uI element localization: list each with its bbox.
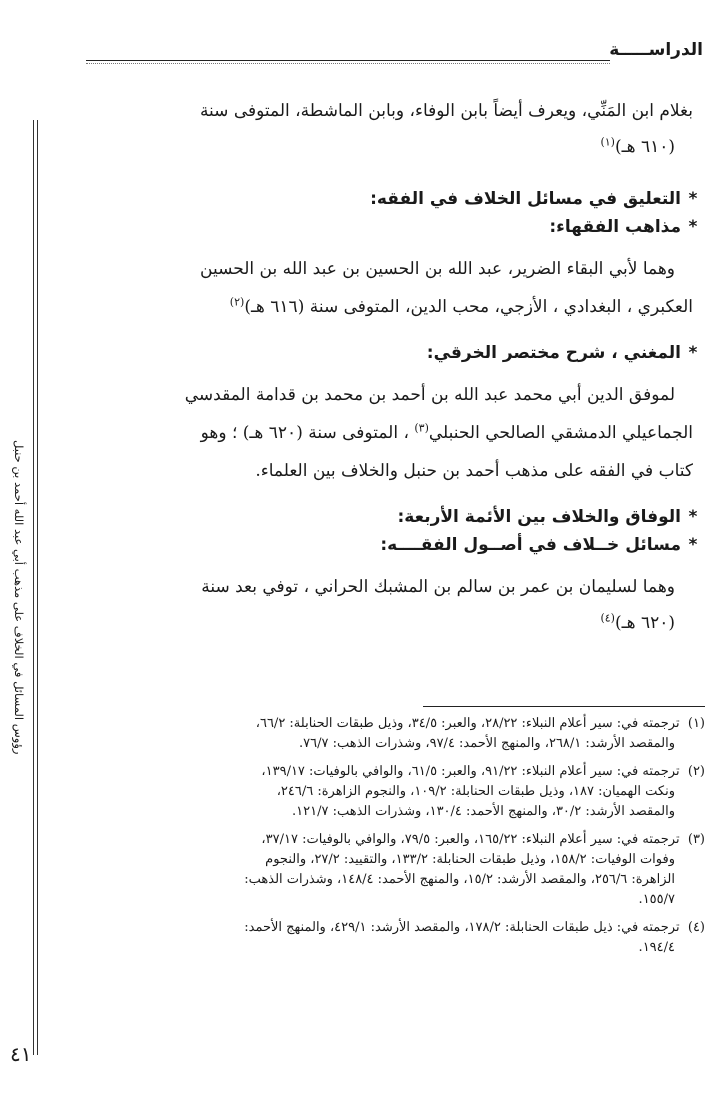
heading-ta-liq: *التعليق في مسائل الخلاف في الفقه: xyxy=(370,189,698,209)
footnote-line: والمقصد الأرشد: ٢٦٨/١، والمنهج الأحمد: ٩٧/٤، وشذرات الذهب: ٧٦/٧. xyxy=(299,736,675,751)
paragraph-line: لموفق الدين أبي محمد عبد الله بن أحمد بن محمد بن قدامة المقدسي xyxy=(184,385,675,405)
footnote-number: (٢) xyxy=(687,764,705,779)
footnote-number: (١) xyxy=(687,716,705,731)
paragraph-1 xyxy=(90,100,705,158)
footnote-ref: (٣) xyxy=(414,421,429,435)
footnote-line: وفوات الوفيات: ١٥٨/٢، وذيل طبقات الحنابلة: ١٣٣/٢، والتقييد: ٢٧/٢، والنجوم xyxy=(265,852,675,867)
paragraph-line: العكبري ، البغدادي ، الأزجي، محب الدين، المتوفى سنة (٦١٦ هـ)$^{(٢)}$ xyxy=(229,295,693,317)
paragraph-line: كتاب في الفقه على مذهب أحمد بن حنبل والخلاف بين العلماء. xyxy=(255,461,693,481)
footnote-line: (١) ترجمته في: سير أعلام النبلاء: ٢٨/٢٢، والعبر: ٣٤/٥، وذيل طبقات الحنابلة: ٦٦/٢، xyxy=(255,716,705,731)
footnote-4 xyxy=(85,918,705,958)
footnote-line: (٢) ترجمته في: سير أعلام النبلاء: ٩١/٢٢، والعبر: ٦١/٥، والوافي بالوفيات: ١٣٩/١٧، xyxy=(261,764,705,779)
paragraph-3 xyxy=(90,384,705,482)
paragraph-line: (٦١٠ هـ)$^{(١)}$ xyxy=(600,135,675,157)
paragraph-4 xyxy=(90,576,705,634)
paragraph-line: الجماعيلي الدمشقي الصالحي الحنبلي$^{(٣)}$ ، المتوفى سنة (٦٢٠ هـ) ؛ وهو xyxy=(200,421,693,443)
footnote-ref: (٢) xyxy=(229,295,245,309)
paragraph-line: وهما لأبي البقاء الضرير، عبد الله بن الحسين بن عبد الله بن الحسين xyxy=(200,259,675,279)
main-text xyxy=(90,100,705,634)
footnote-2 xyxy=(85,762,705,822)
footnote-line: (٤) ترجمته في: ذيل طبقات الحنابلة: ١٧٨/٢، والمقصد الأرشد: ٤٢٩/١، والمنهج الأحمد: xyxy=(244,920,705,935)
side-book-title: رؤوس المسائل في الخلاف على مذهب أبي عبد الله أحمد بن حنبل xyxy=(12,440,26,755)
footnote-ref: (٤) xyxy=(600,611,615,625)
page-number: ٤١ xyxy=(10,1042,32,1066)
side-rule-outer xyxy=(33,120,34,1055)
heading-wifaq: *الوفاق والخلاف بين الأئمة الأربعة: xyxy=(397,507,698,527)
footnote-line: ١٥٥/٧. xyxy=(638,892,675,907)
footnotes xyxy=(85,714,705,966)
running-head: الدراســـــة xyxy=(609,40,703,60)
heading-mughni: *المغني ، شرح مختصر الخرقي: xyxy=(426,343,698,363)
footnote-number: (٤) xyxy=(687,920,705,935)
heading-madhahib: *مذاهب الفقهاء: xyxy=(549,217,698,237)
side-rule-inner xyxy=(37,120,38,1055)
footnote-line: الزاهرة: ٢٥٦/٦، والمقصد الأرشد: ١٥/٢، والمنهج الأحمد: ١٤٨/٤، وشذرات الذهب: xyxy=(244,872,675,887)
footnote-line: والمقصد الأرشد: ٣٠/٢، والمنهج الأحمد: ١٣٠/٤، وشذرات الذهب: ١٢١/٧. xyxy=(292,804,675,819)
footnote-separator xyxy=(423,706,705,707)
paragraph-line: بغلام ابن المَنِّي، ويعرف أيضاً بابن الوفاء، وبابن الماشطة، المتوفى سنة xyxy=(199,101,693,121)
footnote-1 xyxy=(85,714,705,754)
header-rule xyxy=(86,60,610,61)
footnote-line: ١٩٤/٤. xyxy=(638,940,675,955)
footnote-3 xyxy=(85,830,705,910)
footnote-number: (٣) xyxy=(687,832,705,847)
footnote-line: (٣) ترجمته في: سير أعلام النبلاء: ١٦٥/٢٢، والعبر: ٧٩/٥، والوافي بالوفيات: ٣٧/١٧، xyxy=(261,832,705,847)
paragraph-line: وهما لسليمان بن عمر بن سالم بن المشبك الحراني ، توفي بعد سنة xyxy=(201,577,675,597)
footnote-line: ونكت الهميان: ١٨٧، وذيل طبقات الحنابلة: ١٠٩/٢، والنجوم الزاهرة: ٢٤٦/٦، xyxy=(276,784,675,799)
paragraph-line: (٦٢٠ هـ)$^{(٤)}$ xyxy=(600,611,675,633)
heading-masail-khilaf: *مسائل خــلاف في أصــول الفقــــه: xyxy=(380,535,698,555)
paragraph-2 xyxy=(90,258,705,318)
header-dotted-rule xyxy=(86,63,610,64)
footnote-ref: (١) xyxy=(600,135,615,149)
